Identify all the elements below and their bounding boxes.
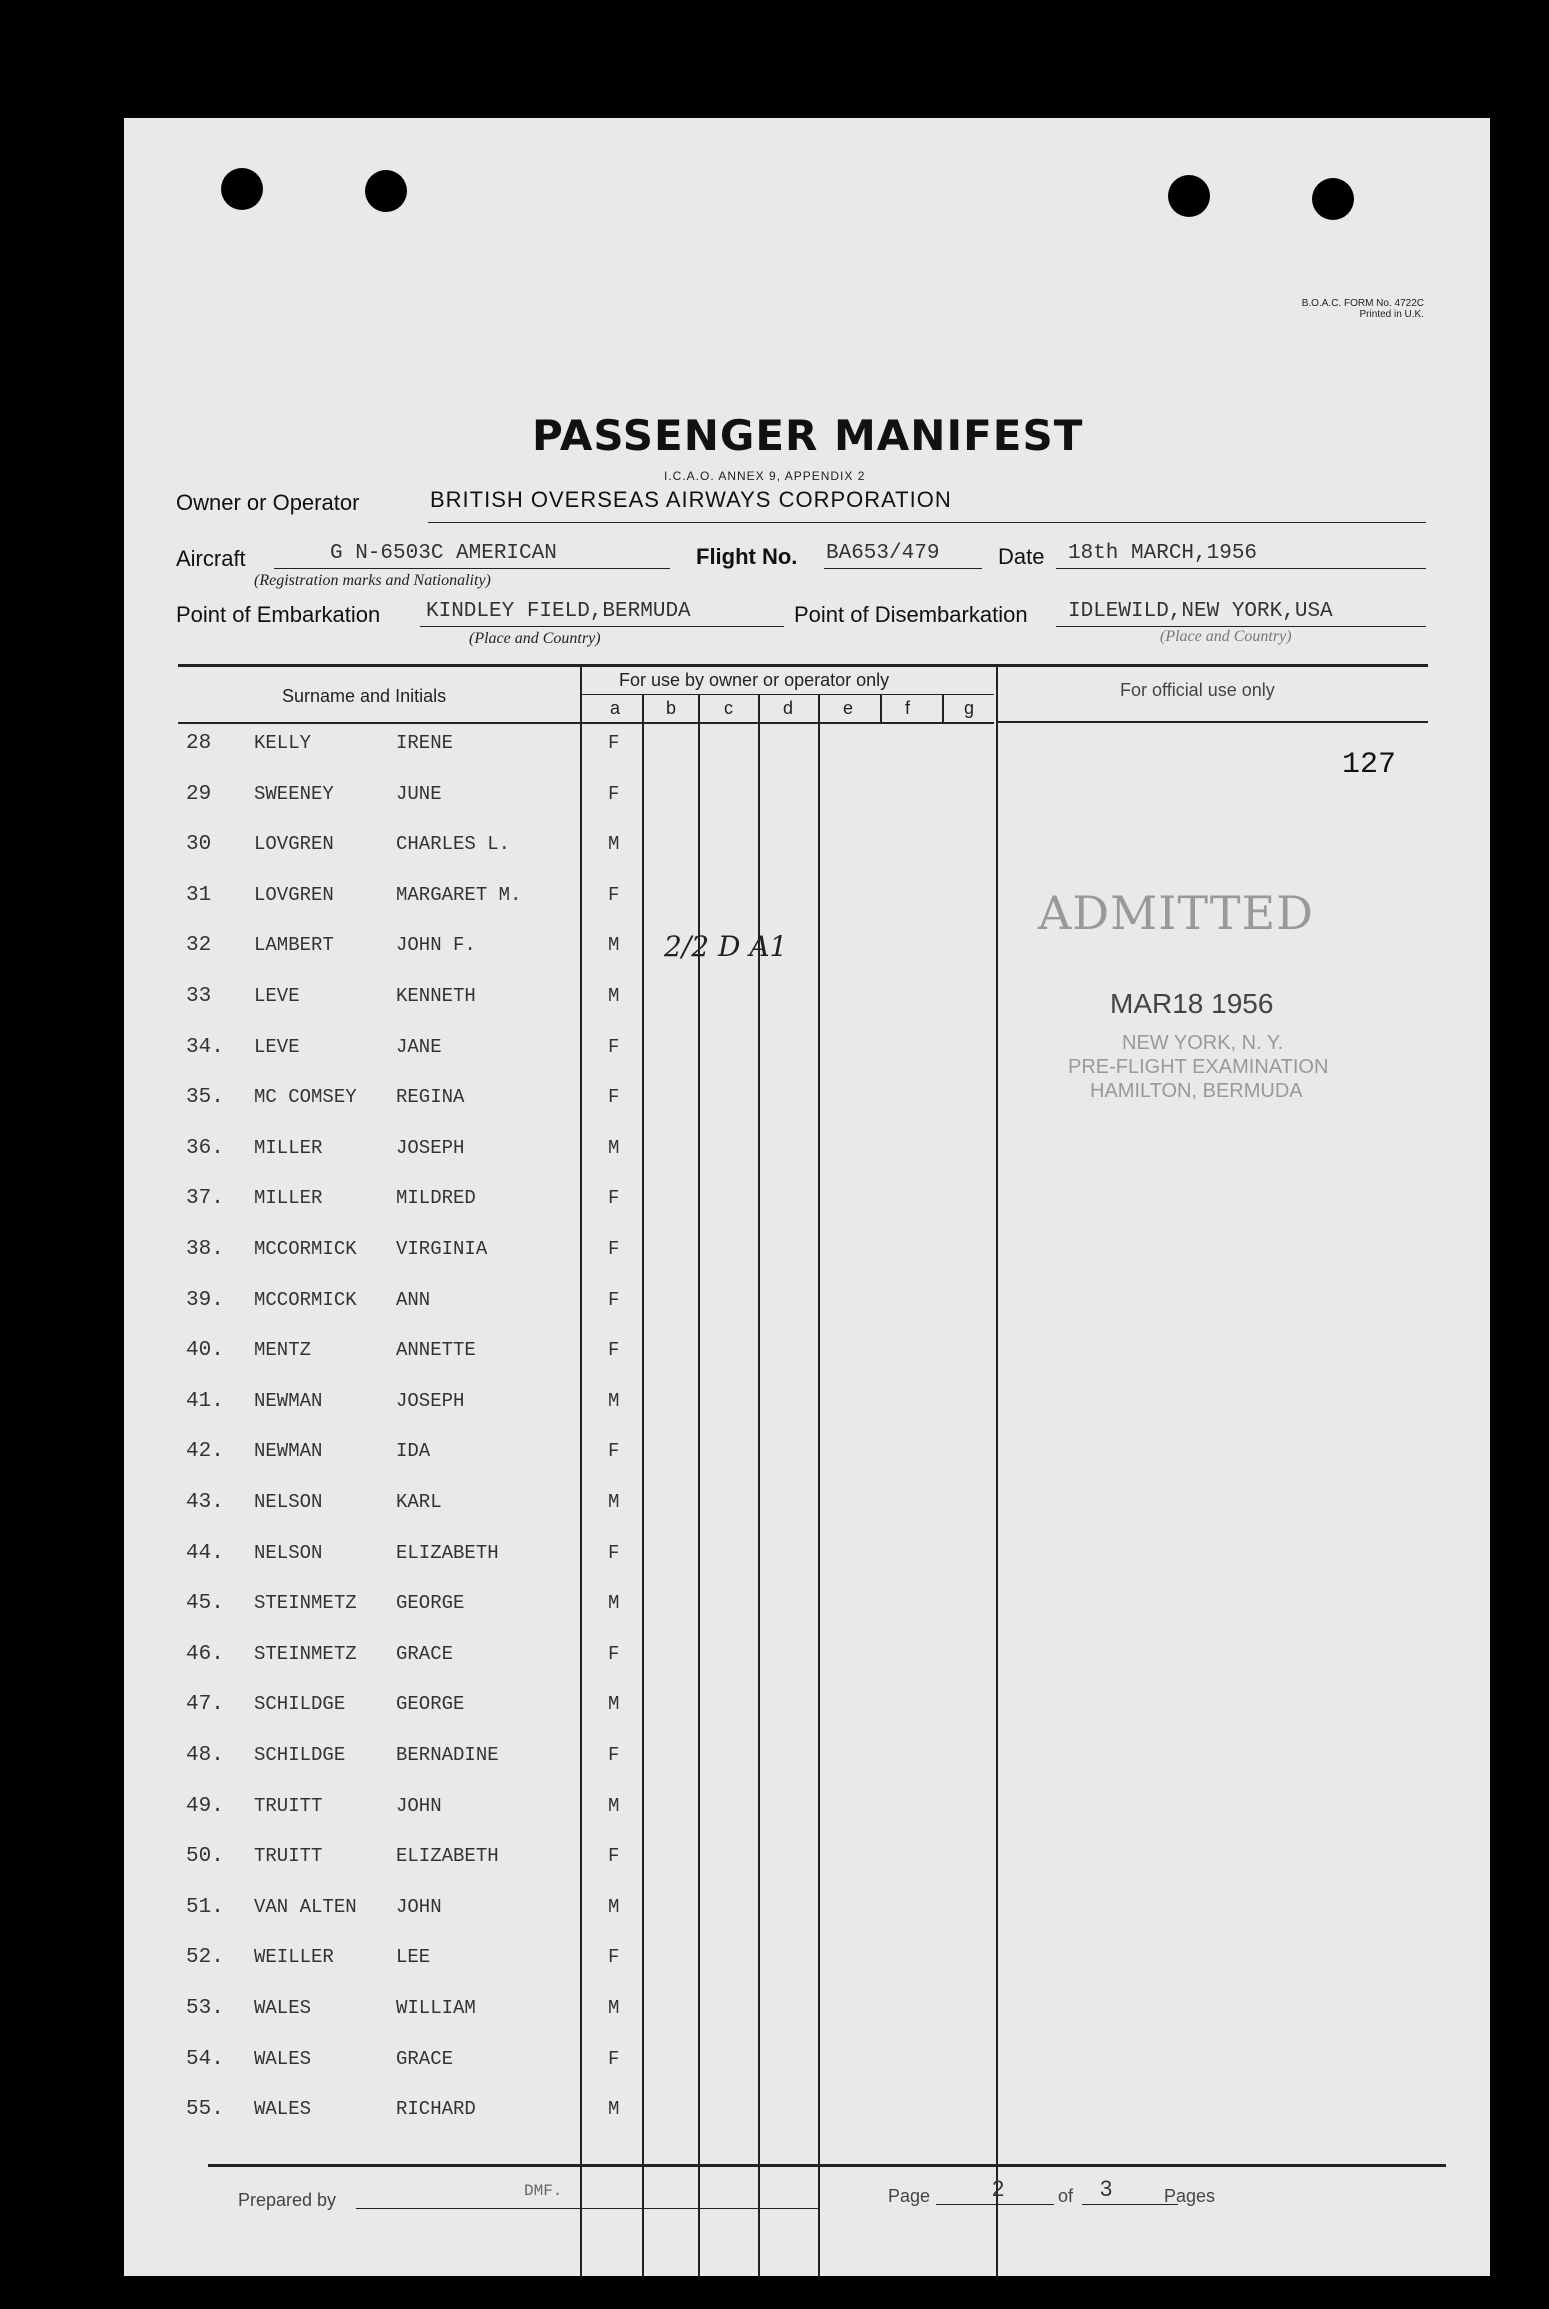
embark-value: KINDLEY FIELD,BERMUDA: [426, 600, 691, 623]
row-number: 30: [186, 833, 212, 856]
given-name-cell: JOHN F.: [396, 934, 476, 956]
stamp-date: MAR18 1956: [1110, 988, 1274, 1019]
col-header-b: b: [666, 698, 677, 718]
sex-cell: F: [608, 1289, 620, 1311]
form-number: B.O.A.C. FORM No. 4722C: [1301, 298, 1424, 309]
row-number: 45.: [186, 1592, 224, 1615]
printed-in: Printed in U.K.: [1359, 309, 1424, 320]
sex-cell: M: [608, 1390, 620, 1412]
row-number: 47.: [186, 1693, 224, 1716]
given-name-cell: MILDRED: [396, 1187, 476, 1209]
sex-cell: F: [608, 1946, 620, 1968]
sex-cell: F: [608, 1187, 620, 1209]
surname-cell: LOVGREN: [254, 884, 334, 906]
punch-hole-1: [221, 168, 263, 210]
row-number: 36.: [186, 1137, 224, 1160]
disembark-note: (Place and Country): [1160, 628, 1292, 645]
sex-cell: F: [608, 732, 620, 754]
given-name-cell: JOSEPH: [396, 1390, 465, 1412]
sex-cell: F: [608, 1542, 620, 1564]
surname-cell: MC COMSEY: [254, 1086, 357, 1108]
given-name-cell: RICHARD: [396, 2098, 476, 2120]
sex-cell: M: [608, 934, 620, 956]
row-number: 28: [186, 732, 212, 755]
row-number: 44.: [186, 1542, 224, 1565]
surname-cell: WALES: [254, 1997, 312, 2019]
sex-cell: M: [608, 1795, 620, 1817]
of-label: of: [1058, 2186, 1074, 2206]
surname-cell: MCCORMICK: [254, 1289, 357, 1311]
surname-cell: NELSON: [254, 1542, 323, 1564]
surname-cell: SWEENEY: [254, 783, 334, 805]
sex-cell: F: [608, 1086, 620, 1108]
surname-cell: SCHILDGE: [254, 1744, 346, 1766]
surname-cell: LAMBERT: [254, 934, 334, 956]
surname-cell: WALES: [254, 2098, 312, 2120]
row-number: 53.: [186, 1997, 224, 2020]
row-number: 39.: [186, 1289, 224, 1312]
page-value: 2: [992, 2176, 1005, 2201]
row-number: 42.: [186, 1440, 224, 1463]
stamp-line-1: NEW YORK, N. Y.: [1122, 1032, 1284, 1054]
given-name-cell: GRACE: [396, 2048, 454, 2070]
flight-label: Flight No.: [696, 544, 798, 569]
row-number: 32: [186, 934, 212, 957]
page-subtitle: I.C.A.O. ANNEX 9, APPENDIX 2: [664, 469, 866, 483]
sex-cell: F: [608, 1440, 620, 1462]
sex-cell: F: [608, 1845, 620, 1867]
sex-cell: M: [608, 1491, 620, 1513]
given-name-cell: VIRGINIA: [396, 1238, 488, 1260]
surname-cell: LEVE: [254, 1036, 300, 1058]
owner-label: Owner or Operator: [176, 490, 360, 515]
sex-cell: M: [608, 985, 620, 1007]
sex-cell: M: [608, 1592, 620, 1614]
surname-cell: KELLY: [254, 732, 312, 754]
manifest-sheet: [124, 118, 1490, 2276]
col-header-e: e: [843, 698, 854, 718]
given-name-cell: ELIZABETH: [396, 1845, 499, 1867]
given-name-cell: ANNETTE: [396, 1339, 476, 1361]
page-label: Page: [888, 2186, 931, 2206]
disembark-label: Point of Disembarkation: [794, 602, 1028, 627]
surname-cell: NEWMAN: [254, 1390, 323, 1412]
page-title: PASSENGER MANIFEST: [532, 411, 1084, 460]
given-name-cell: REGINA: [396, 1086, 465, 1108]
row-number: 37.: [186, 1187, 224, 1210]
row-number: 48.: [186, 1744, 224, 1767]
prepared-by-value: DMF.: [524, 2182, 563, 2200]
given-name-cell: JANE: [396, 1036, 442, 1058]
surname-cell: LEVE: [254, 985, 300, 1007]
row-number: 40.: [186, 1339, 224, 1362]
given-name-cell: KARL: [396, 1491, 442, 1513]
given-name-cell: ANN: [396, 1289, 431, 1311]
row-number: 54.: [186, 2048, 224, 2071]
date-label: Date: [998, 544, 1045, 569]
row-number: 49.: [186, 1795, 224, 1818]
sex-cell: F: [608, 1036, 620, 1058]
surname-cell: NELSON: [254, 1491, 323, 1513]
given-name-cell: GEORGE: [396, 1693, 465, 1715]
given-name-cell: WILLIAM: [396, 1997, 476, 2019]
given-name-cell: GEORGE: [396, 1592, 465, 1614]
surname-cell: TRUITT: [254, 1795, 323, 1817]
sex-cell: M: [608, 1896, 620, 1918]
sex-cell: F: [608, 1339, 620, 1361]
flight-value: BA653/479: [826, 542, 940, 565]
sex-cell: F: [608, 2048, 620, 2070]
surname-cell: STEINMETZ: [254, 1643, 357, 1665]
sex-cell: F: [608, 1744, 620, 1766]
sex-cell: M: [608, 1137, 620, 1159]
sex-cell: F: [608, 783, 620, 805]
surname-cell: SCHILDGE: [254, 1693, 346, 1715]
sex-cell: M: [608, 1997, 620, 2019]
col-header-f: f: [905, 698, 911, 718]
surname-cell: VAN ALTEN: [254, 1896, 357, 1918]
embark-note: (Place and Country): [469, 630, 601, 647]
surname-cell: LOVGREN: [254, 833, 334, 855]
official-number: 127: [1342, 748, 1397, 782]
of-value: 3: [1100, 2176, 1113, 2201]
col-header-d: d: [783, 698, 794, 718]
row-number: 38.: [186, 1238, 224, 1261]
row-number: 43.: [186, 1491, 224, 1514]
given-name-cell: BERNADINE: [396, 1744, 499, 1766]
row-number: 34.: [186, 1036, 224, 1059]
sex-cell: M: [608, 1693, 620, 1715]
given-name-cell: MARGARET M.: [396, 884, 522, 906]
row-number: 52.: [186, 1946, 224, 1969]
col-header-c: c: [724, 698, 733, 718]
pages-label: Pages: [1164, 2186, 1216, 2206]
given-name-cell: KENNETH: [396, 985, 476, 1007]
row-number: 33: [186, 985, 212, 1008]
punch-hole-4: [1312, 178, 1354, 220]
given-name-cell: LEE: [396, 1946, 431, 1968]
owner-value: BRITISH OVERSEAS AIRWAYS CORPORATION: [430, 487, 952, 512]
surname-cell: MENTZ: [254, 1339, 312, 1361]
owner-use-header: For use by owner or operator only: [619, 670, 890, 690]
given-name-cell: JOHN: [396, 1896, 442, 1918]
admitted-stamp: ADMITTED: [1038, 886, 1315, 940]
aircraft-value: G N-6503C AMERICAN: [330, 542, 557, 565]
row-number: 55.: [186, 2098, 224, 2121]
surname-cell: MILLER: [254, 1187, 323, 1209]
given-name-cell: CHARLES L.: [396, 833, 511, 855]
surname-cell: STEINMETZ: [254, 1592, 357, 1614]
date-value: 18th MARCH,1956: [1068, 542, 1258, 565]
form-number-block: [1302, 298, 1424, 320]
aircraft-note: (Registration marks and Nationality): [254, 572, 491, 589]
row-number: 29: [186, 783, 212, 806]
surname-cell: NEWMAN: [254, 1440, 323, 1462]
prepared-by-label: Prepared by: [238, 2190, 337, 2210]
sex-cell: F: [608, 1238, 620, 1260]
col-header-a: a: [610, 698, 621, 718]
handwritten-note: 2/2 D A1: [664, 930, 788, 963]
given-name-cell: ELIZABETH: [396, 1542, 499, 1564]
row-number: 50.: [186, 1845, 224, 1868]
surname-cell: WEILLER: [254, 1946, 334, 1968]
surname-cell: TRUITT: [254, 1845, 323, 1867]
sex-cell: F: [608, 884, 620, 906]
surname-cell: MILLER: [254, 1137, 323, 1159]
embark-label: Point of Embarkation: [176, 602, 381, 627]
row-number: 31: [186, 884, 212, 907]
row-number: 51.: [186, 1896, 224, 1919]
sex-cell: F: [608, 1643, 620, 1665]
sex-cell: M: [608, 2098, 620, 2120]
given-name-cell: JUNE: [396, 783, 442, 805]
punch-hole-3: [1168, 175, 1210, 217]
given-name-cell: JOHN: [396, 1795, 442, 1817]
stamp-line-2: PRE-FLIGHT EXAMINATION: [1068, 1056, 1329, 1078]
surname-cell: WALES: [254, 2048, 312, 2070]
given-name-cell: JOSEPH: [396, 1137, 465, 1159]
row-number: 35.: [186, 1086, 224, 1109]
surname-header: Surname and Initials: [282, 686, 447, 706]
aircraft-label: Aircraft: [176, 546, 246, 571]
row-number: 46.: [186, 1643, 224, 1666]
given-name-cell: IDA: [396, 1440, 431, 1462]
sex-cell: M: [608, 833, 620, 855]
col-header-g: g: [964, 698, 975, 718]
disembark-value: IDLEWILD,NEW YORK,USA: [1068, 600, 1333, 623]
given-name-cell: IRENE: [396, 732, 454, 754]
stamp-line-3: HAMILTON, BERMUDA: [1090, 1080, 1303, 1102]
punch-hole-2: [365, 170, 407, 212]
official-use-header: For official use only: [1120, 680, 1275, 700]
surname-cell: MCCORMICK: [254, 1238, 357, 1260]
row-number: 41.: [186, 1390, 224, 1413]
given-name-cell: GRACE: [396, 1643, 454, 1665]
